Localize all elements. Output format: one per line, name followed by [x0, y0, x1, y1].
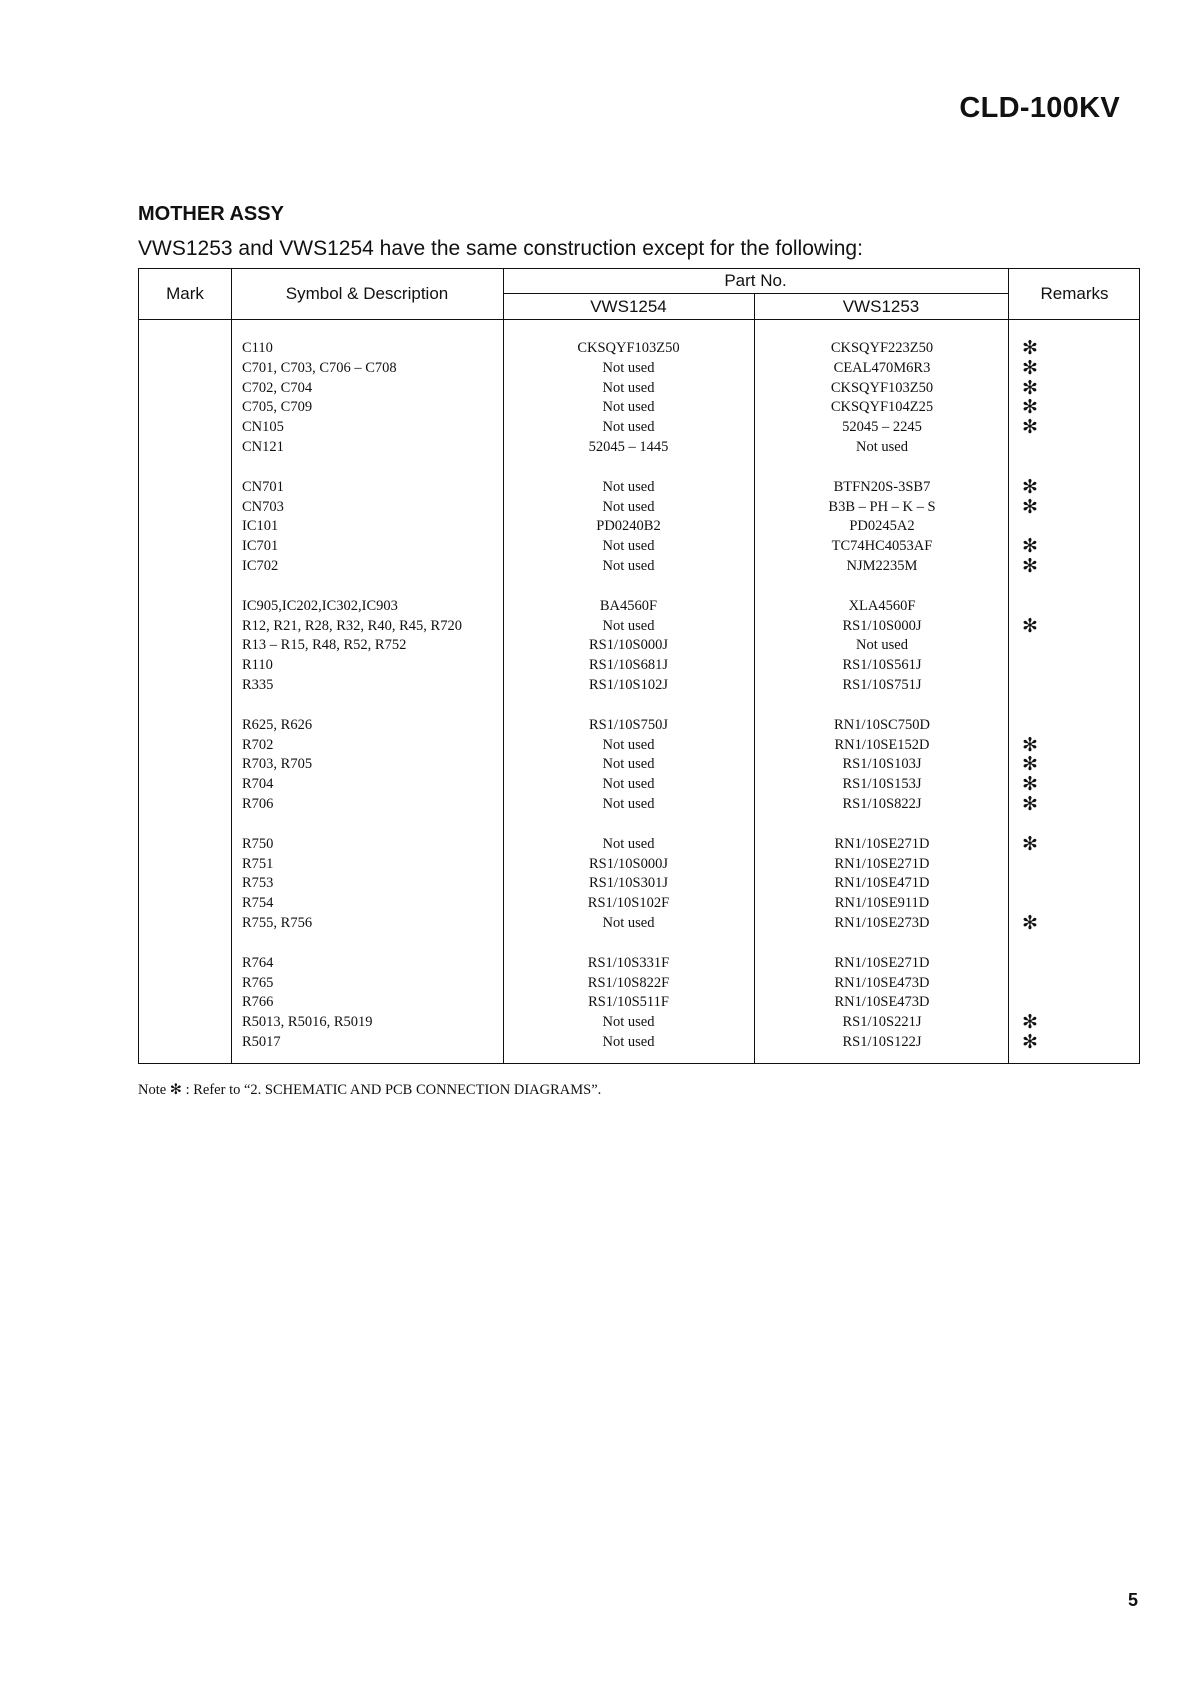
remark-cell: ✻ — [1022, 1030, 1038, 1053]
symbol-cell: R335 — [242, 676, 274, 693]
table-row — [139, 475, 1139, 498]
footnote: Note ✻ : Refer to “2. SCHEMATIC AND PCB CONNECTION DIAGRAMS”. — [138, 1082, 602, 1098]
vws1253-cell: CKSQYF103Z50 — [830, 379, 934, 396]
vws1253-cell: RS1/10S153J — [842, 776, 922, 793]
remark-cell: ✻ — [1022, 535, 1038, 558]
vws1253-cell: RN1/10SE273D — [834, 914, 930, 931]
vws1253-cell: CKSQYF223Z50 — [830, 340, 934, 356]
symbol-cell: C702, C704 — [242, 379, 313, 396]
symbol-cell: C110 — [242, 340, 273, 356]
header-part-no: Part No. — [724, 271, 787, 290]
table-row — [139, 974, 1139, 994]
table-row — [139, 438, 1139, 458]
vws1253-cell: NJM2235M — [846, 557, 918, 574]
vws1254-cell: RS1/10S511F — [588, 994, 669, 1011]
vws1254-cell: RS1/10S681J — [589, 657, 668, 674]
symbol-cell: R706 — [242, 795, 274, 812]
remark-cell: ✻ — [1022, 554, 1038, 577]
symbol-cell: R754 — [242, 895, 274, 912]
vws1254-cell: Not used — [602, 478, 655, 495]
vws1253-cell: CEAL470M6R3 — [833, 359, 931, 376]
vws1253-cell: RN1/10SE271D — [834, 954, 930, 971]
header-divider — [503, 293, 1008, 294]
table-row — [139, 614, 1139, 637]
table-row — [139, 636, 1139, 656]
symbol-cell: IC101 — [242, 518, 279, 535]
symbol-cell: IC905,IC202,IC302,IC903 — [242, 597, 398, 614]
row-group — [139, 597, 1139, 696]
vws1253-cell: Not used — [856, 438, 908, 455]
parts-table — [138, 268, 1140, 1064]
vws1254-cell: RS1/10S102F — [587, 895, 670, 912]
vws1254-cell: Not used — [602, 914, 655, 931]
remark-cell: ✻ — [1022, 416, 1038, 439]
table-row — [139, 356, 1139, 379]
symbol-cell: R751 — [242, 855, 274, 872]
remark-cell: ✻ — [1022, 356, 1038, 379]
vws1254-cell: Not used — [602, 399, 655, 416]
vws1254-cell: Not used — [602, 498, 655, 515]
vws1254-cell: Not used — [602, 379, 655, 396]
table-row — [139, 911, 1139, 934]
table-row — [139, 954, 1139, 974]
vws1254-cell: PD0240B2 — [596, 518, 661, 535]
vws1253-cell: RN1/10SE152D — [834, 736, 930, 753]
vws1253-cell: B3B – PH – K – S — [828, 498, 936, 515]
vws1254-cell: Not used — [602, 1033, 655, 1050]
vws1253-cell: RN1/10SE471D — [834, 875, 930, 892]
vws1253-cell: RS1/10S122J — [842, 1033, 922, 1050]
symbol-cell: R5013, R5016, R5019 — [242, 1014, 373, 1031]
table-row — [139, 676, 1139, 696]
vws1253-cell: RN1/10SC750D — [834, 716, 930, 733]
vws1254-cell: RS1/10S000J — [589, 637, 668, 654]
remark-cell: ✻ — [1022, 614, 1038, 637]
table-row — [139, 418, 1139, 438]
vws1254-cell: CKSQYF103Z50 — [577, 340, 680, 356]
vws1253-cell: RS1/10S103J — [842, 756, 922, 773]
vws1253-cell: TC74HC4053AF — [831, 538, 933, 555]
table-row — [139, 855, 1139, 875]
vws1254-cell: Not used — [602, 776, 655, 793]
symbol-cell: R5017 — [242, 1033, 281, 1050]
header-vws1253: VWS1253 — [842, 297, 920, 316]
symbol-cell: R764 — [242, 954, 274, 971]
vws1253-cell: RS1/10S561J — [842, 657, 922, 674]
vws1254-cell: Not used — [602, 756, 655, 773]
vws1254-cell: 52045 – 1445 — [588, 438, 669, 455]
table-row — [139, 716, 1139, 736]
row-group — [139, 954, 1139, 1053]
table-body — [139, 339, 1139, 1073]
symbol-cell: R766 — [242, 994, 274, 1011]
table-row — [139, 832, 1139, 855]
remark-cell: ✻ — [1022, 475, 1038, 498]
symbol-cell: CN701 — [242, 478, 284, 495]
row-group — [139, 716, 1139, 815]
symbol-cell: R110 — [242, 657, 273, 674]
symbol-cell: R765 — [242, 974, 274, 991]
symbol-cell: CN105 — [242, 419, 284, 436]
section-title: MOTHER ASSY — [138, 203, 284, 225]
vws1254-cell: RS1/10S331F — [587, 954, 670, 971]
vws1254-cell: RS1/10S822F — [587, 974, 670, 991]
table-row — [139, 517, 1139, 537]
vws1254-cell: Not used — [602, 1014, 655, 1031]
symbol-cell: IC701 — [242, 538, 279, 555]
vws1253-cell: XLA4560F — [848, 597, 916, 614]
table-row — [139, 339, 1139, 359]
vws1253-cell: RS1/10S000J — [842, 617, 922, 634]
vws1253-cell: 52045 – 2245 — [842, 419, 922, 436]
table-row — [139, 874, 1139, 894]
vws1253-cell: RN1/10SE271D — [834, 855, 930, 872]
symbol-cell: R750 — [242, 835, 274, 852]
vws1253-cell: RN1/10SE473D — [834, 994, 930, 1011]
model-number: CLD-100KV — [959, 92, 1120, 124]
table-row — [139, 775, 1139, 795]
symbol-cell: R755, R756 — [242, 914, 313, 931]
vws1253-cell: PD0245A2 — [849, 518, 915, 535]
remark-cell: ✻ — [1022, 753, 1038, 776]
remark-cell: ✻ — [1022, 396, 1038, 419]
symbol-cell: IC702 — [242, 557, 279, 574]
symbol-cell: R753 — [242, 875, 274, 892]
row-group — [139, 475, 1139, 577]
vws1254-cell: BA4560F — [599, 597, 658, 614]
vws1254-cell: Not used — [602, 835, 655, 852]
table-row — [139, 376, 1139, 399]
page-number: 5 — [1127, 1590, 1138, 1610]
section-subtitle: VWS1253 and VWS1254 have the same construction except for the following: — [138, 237, 863, 260]
table-row — [139, 792, 1139, 815]
vws1253-cell: Not used — [856, 637, 908, 654]
symbol-cell: R704 — [242, 776, 274, 793]
symbol-cell: R12, R21, R28, R32, R40, R45, R720 — [242, 617, 462, 634]
row-group — [139, 339, 1139, 458]
vws1254-cell: RS1/10S301J — [589, 875, 668, 892]
header-vws1254: VWS1254 — [590, 297, 667, 316]
symbol-cell: R703, R705 — [242, 756, 313, 773]
vws1254-cell: Not used — [602, 617, 655, 634]
table-row — [139, 554, 1139, 577]
header-symbol: Symbol & Description — [285, 284, 449, 303]
remark-cell: ✻ — [1022, 733, 1038, 756]
table-row — [139, 597, 1139, 617]
vws1253-cell: RS1/10S822J — [842, 795, 922, 812]
table-row — [139, 495, 1139, 518]
vws1253-cell: RS1/10S221J — [842, 1014, 922, 1031]
symbol-cell: C705, C709 — [242, 399, 313, 416]
vws1253-cell: RS1/10S751J — [842, 676, 922, 693]
table-row — [139, 733, 1139, 756]
vws1253-cell: RN1/10SE271D — [834, 835, 930, 852]
symbol-cell: CN121 — [242, 438, 284, 455]
vws1253-cell: CKSQYF104Z25 — [830, 399, 934, 416]
vws1254-cell: RS1/10S750J — [589, 716, 668, 733]
remark-cell: ✻ — [1022, 495, 1038, 518]
table-row — [139, 656, 1139, 676]
vws1253-cell: BTFN20S-3SB7 — [833, 478, 931, 495]
vws1254-cell: Not used — [602, 557, 655, 574]
symbol-cell: R13 – R15, R48, R52, R752 — [242, 637, 407, 654]
remark-cell: ✻ — [1022, 911, 1038, 934]
vws1253-cell: RN1/10SE473D — [834, 974, 930, 991]
vws1254-cell: Not used — [602, 736, 655, 753]
symbol-cell: CN703 — [242, 498, 284, 515]
remark-cell: ✻ — [1022, 1011, 1038, 1034]
header-mark: Mark — [166, 284, 204, 303]
vws1254-cell: RS1/10S102J — [589, 676, 668, 693]
table-row — [139, 537, 1139, 557]
table-row — [139, 755, 1139, 775]
table-row — [139, 993, 1139, 1013]
remark-cell: ✻ — [1022, 376, 1038, 399]
table-row — [139, 894, 1139, 914]
vws1254-cell: RS1/10S000J — [589, 855, 668, 872]
symbol-cell: C701, C703, C706 – C708 — [242, 359, 397, 376]
vws1253-cell: RN1/10SE911D — [834, 895, 930, 912]
symbol-cell: R625, R626 — [242, 716, 313, 733]
remark-cell: ✻ — [1022, 792, 1038, 815]
vws1254-cell: Not used — [602, 419, 655, 436]
header-divider — [139, 319, 1139, 320]
remark-cell: ✻ — [1022, 773, 1038, 796]
remark-cell: ✻ — [1022, 832, 1038, 855]
symbol-cell: R702 — [242, 736, 274, 753]
table-row — [139, 398, 1139, 418]
table-row — [139, 1013, 1139, 1033]
vws1254-cell: Not used — [602, 538, 655, 555]
row-group — [139, 832, 1139, 934]
table-row — [139, 1030, 1139, 1053]
vws1254-cell: Not used — [602, 795, 655, 812]
vws1254-cell: Not used — [602, 359, 655, 376]
header-remarks: Remarks — [1040, 284, 1109, 303]
remark-cell: ✻ — [1022, 337, 1038, 359]
